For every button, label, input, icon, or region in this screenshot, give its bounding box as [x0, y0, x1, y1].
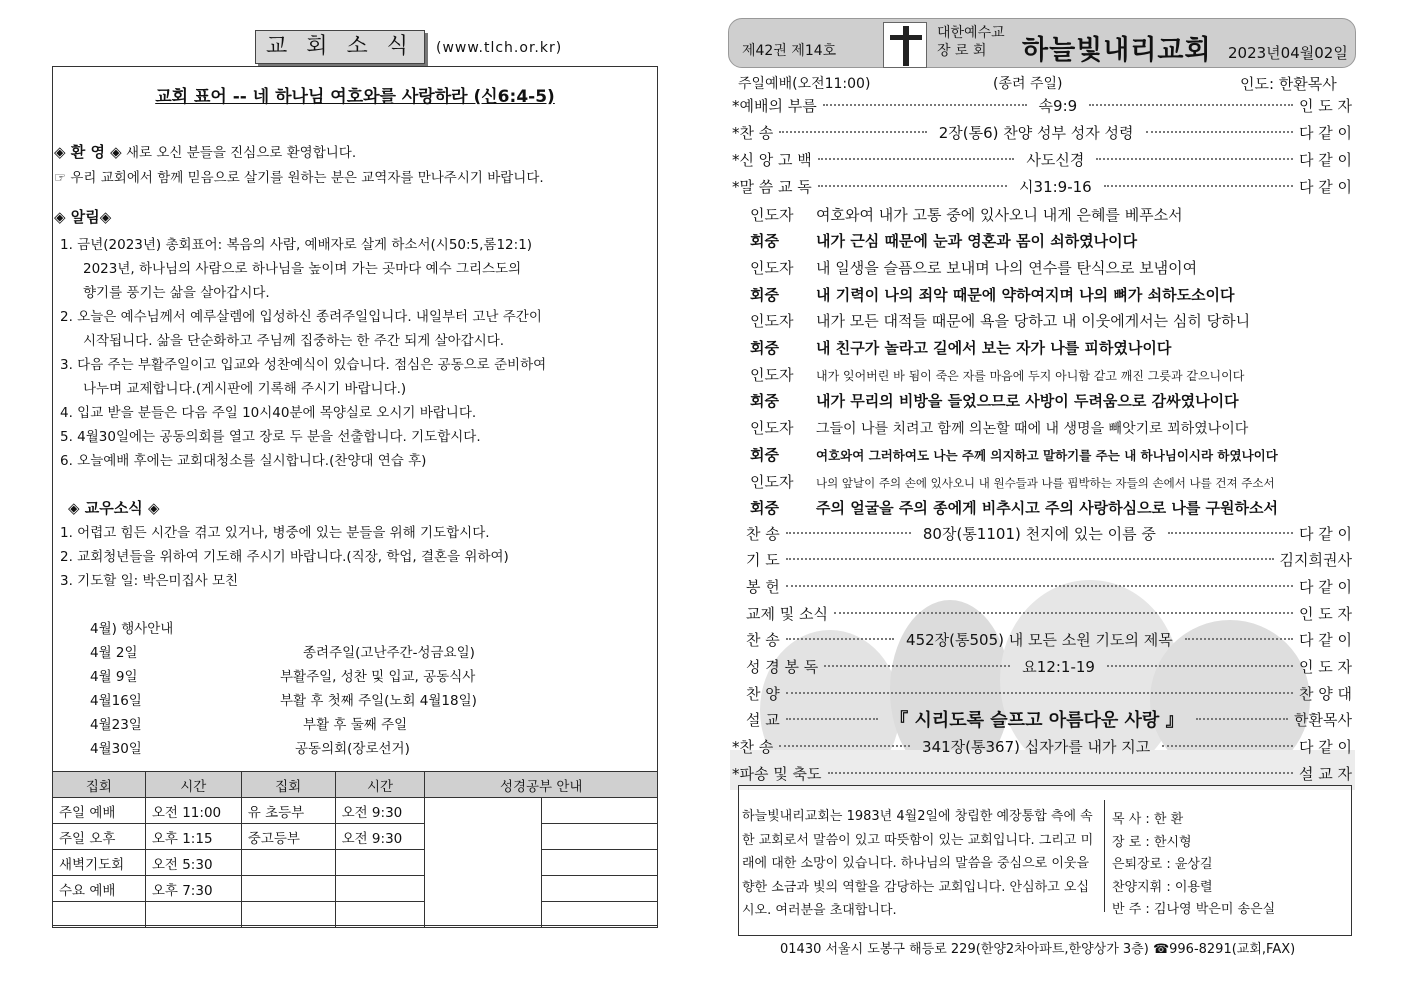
notice-item: 향기를 풍기는 삶을 살아갑시다. [83, 285, 270, 301]
order-label: 찬 양 [746, 684, 780, 703]
speaker: 회중 [750, 339, 779, 357]
bulletin-date: 2023년04월02일 [1228, 44, 1348, 62]
event-desc: 종려주일(고난주간-성금요일) [303, 645, 475, 661]
reading-text: 내 일생을 슬픔으로 보내며 나의 연수를 탄식으로 보냄이여 [816, 259, 1198, 277]
table-cell: 수요 예배 [53, 876, 146, 902]
speaker: 인도자 [750, 206, 794, 224]
table-cell [542, 850, 658, 876]
welcome-text: 새로 오신 분들을 진심으로 환영합니다. [126, 145, 357, 161]
responsive-line [750, 230, 1137, 251]
order-label: *말 씀 교 독 [732, 177, 812, 196]
events-heading: 4월) 행사안내 [90, 621, 174, 637]
responsive-line [750, 497, 1278, 518]
reading-text: 내가 근심 때문에 눈과 영혼과 몸이 쇠하였나이다 [816, 232, 1138, 250]
order-leader: 다 같 이 [1298, 177, 1352, 196]
table-cell [542, 876, 658, 902]
order-label: *찬 송 [732, 123, 774, 142]
welcome-line: ☞ 우리 교회에서 함께 믿음으로 살기를 원하는 분은 교역자를 만나주시기 바랍니다. [54, 170, 544, 186]
responsive-line [750, 284, 1235, 305]
cross-logo-icon [883, 22, 927, 68]
order-content: 341장(통367) 십자가를 내가 지고 [922, 737, 1151, 756]
responsive-line [750, 204, 1183, 225]
event-date: 4월23일 [90, 717, 142, 733]
staff-line: 은퇴장로 : 윤상길 [1112, 857, 1213, 872]
table-cell [335, 850, 425, 876]
order-leader: 김지희권사 [1279, 550, 1352, 569]
notice-item: 나누며 교제합니다.(게시판에 기록해 주시기 바랍니다.) [83, 381, 407, 397]
table-cell: 오전 11:00 [145, 798, 241, 824]
table-header: 집회 [53, 772, 146, 798]
table-cell [335, 876, 425, 902]
service-leader: 인도: 한환목사 [1240, 75, 1337, 93]
table-cell [335, 902, 425, 928]
table-header: 성경공부 안내 [425, 772, 658, 798]
order-leader: 한환목사 [1294, 710, 1353, 729]
service-title: 주일예배(오전11:00) [738, 76, 871, 92]
church-introduction: 하늘빛내리교회는 1983년 4월2일에 창립한 예장통합 측에 속한 교회로서 말씀이 있고 따뜻함이 있는 교회입니다. 그리고 미래에 대한 소망이 있습니다. 하나님의 말씀을 중심으로 이웃을 향한 소금과 빛의 역할을 감당하는 교회입니다. 안심하고 오십시오. 여러분을 초대합니다. [742, 809, 1094, 918]
order-item [746, 573, 1352, 599]
table-row [53, 876, 658, 902]
members-heading: ◈ 교우소식 ◈ [68, 499, 160, 517]
table-cell [241, 850, 335, 876]
table-header: 시간 [145, 772, 241, 798]
order-item [746, 626, 1352, 652]
reading-text: 여호와여 그러하여도 나는 주께 의지하고 말하기를 주는 내 하나님이시라 하였나이다 [816, 448, 1278, 463]
reading-text: 나의 앞날이 주의 손에 있사오니 내 원수들과 나를 핍박하는 자들의 손에서 나를 건져 주소서 [816, 476, 1275, 490]
divider [1104, 800, 1105, 912]
order-leader: 찬 양 대 [1298, 684, 1352, 703]
order-leader: 다 같 이 [1298, 123, 1352, 142]
speaker: 회중 [750, 232, 779, 250]
order-leader: 다 같 이 [1298, 737, 1352, 756]
order-leader: 인 도 자 [1298, 604, 1352, 623]
order-item [746, 653, 1352, 679]
order-label: 교제 및 소식 [746, 604, 828, 623]
order-label: 성 경 봉 독 [746, 657, 819, 676]
order-content: 속9:9 [1038, 96, 1078, 115]
event-date: 4월 9일 [90, 669, 138, 685]
order-label: *파송 및 축도 [732, 764, 822, 783]
denomination-line: 장 로 회 [937, 43, 987, 59]
table-cell: 오후 1:15 [145, 824, 241, 850]
speaker: 인도자 [750, 312, 794, 330]
order-label: *신 앙 고 백 [732, 150, 812, 169]
order-label: *찬 송 [732, 737, 774, 756]
order-item [732, 733, 1352, 759]
sermon-title: 『 시리도록 슬프고 아름다운 사랑 』 [890, 710, 1184, 731]
staff-line: 반 주 : 김나영 박은미 송은실 [1112, 902, 1276, 917]
table-cell: 새벽기도회 [53, 850, 146, 876]
order-leader: 다 같 이 [1298, 150, 1352, 169]
denomination [937, 24, 1005, 60]
order-content: 시31:9-16 [1019, 177, 1092, 196]
reading-text: 내가 무리의 비방을 들었으므로 사방이 두려움으로 감싸였나이다 [816, 392, 1239, 410]
notice-item: 2023년, 하나님의 사람으로 하나님을 높이며 가는 곳마다 예수 그리스도의 [83, 261, 522, 277]
table-cell: 오전 9:30 [335, 798, 425, 824]
members-item: 3. 기도할 일: 박은미집사 모친 [60, 573, 239, 589]
order-item [746, 706, 1352, 732]
responsive-line [750, 444, 1278, 465]
website-url: (www.tlch.or.kr) [436, 40, 563, 56]
responsive-line [750, 417, 1248, 438]
reading-text: 내가 모든 대적들 때문에 욕을 당하고 내 이웃에게서는 심히 당하니 [816, 312, 1251, 330]
order-item [732, 173, 1352, 199]
table-row [53, 850, 658, 876]
church-name: 하늘빛내리교회 [1022, 35, 1212, 66]
order-item [746, 600, 1352, 626]
responsive-line [750, 390, 1239, 411]
order-item [746, 520, 1352, 546]
table-cell: 오전 5:30 [145, 850, 241, 876]
notice-item: 6. 오늘예배 후에는 교회대청소를 실시합니다.(찬양대 연습 후) [60, 453, 427, 469]
table-cell: 오후 7:30 [145, 876, 241, 902]
order-leader: 인 도 자 [1298, 657, 1352, 676]
table-cell [542, 798, 658, 824]
notice-item: 3. 다음 주는 부활주일이고 입교와 성찬예식이 있습니다. 점심은 공동으로 준비하여 [60, 357, 547, 373]
left-page-title: 교 회 소 식 [255, 30, 425, 64]
table-cell: 오전 9:30 [335, 824, 425, 850]
event-desc: 부활 후 둘째 주일 [303, 717, 408, 733]
order-label: 설 교 [746, 710, 780, 729]
denomination-line: 대한예수교 [937, 25, 1005, 41]
event-desc: 공동의회(장로선거) [295, 741, 410, 757]
order-leader: 인 도 자 [1298, 96, 1352, 115]
notice-item: 시작됩니다. 삶을 단순화하고 주님께 집중하는 한 주간 되게 살아갑시다. [83, 333, 505, 349]
welcome-heading: ◈ 환 영 ◈ [54, 143, 122, 161]
order-item [732, 119, 1352, 145]
address-footer: 01430 서울시 도봉구 해등로 229(한양2차아파트,한양상가 3층) ☎996-8291(교회,FAX) [780, 942, 1296, 957]
event-date: 4월30일 [90, 741, 142, 757]
order-content: 80장(통1101) 천지에 있는 이름 중 [922, 524, 1156, 543]
table-cell [145, 902, 241, 928]
table-row [53, 798, 658, 824]
event-desc: 부활주일, 성찬 및 입교, 공동식사 [280, 669, 476, 685]
order-content: 요12:1-19 [1022, 657, 1095, 676]
order-content: 2장(통6) 찬양 성부 성자 성령 [938, 123, 1134, 142]
reading-text: 내 친구가 놀라고 길에서 보는 자가 나를 피하였나이다 [816, 339, 1172, 357]
speaker: 인도자 [750, 259, 794, 277]
table-row [53, 824, 658, 850]
table-cell [53, 902, 146, 928]
table-cell: 주일 오후 [53, 824, 146, 850]
notice-item: 4. 입교 받을 분들은 다음 주일 10시40분에 목양실로 오시기 바랍니다. [60, 405, 477, 421]
staff-line: 장 로 : 한시형 [1112, 835, 1192, 850]
reading-text: 여호와여 내가 고통 중에 있사오니 내게 은혜를 베푸소서 [816, 206, 1183, 224]
notice-item: 2. 오늘은 예수님께서 예루살렘에 입성하신 종려주일입니다. 내일부터 고난 주간이 [60, 309, 542, 325]
speaker: 인도자 [750, 366, 794, 384]
order-content: 사도신경 [1026, 150, 1085, 169]
order-leader: 설 교 자 [1298, 764, 1352, 783]
order-label: 기 도 [746, 550, 780, 569]
responsive-line [750, 257, 1197, 278]
order-item [746, 680, 1352, 706]
notice-item: 1. 금년(2023년) 총회표어: 복음의 사람, 예배자로 살게 하소서(시50:5,롬12:1) [60, 237, 533, 253]
speaker: 회중 [750, 286, 779, 304]
volume-number: 제42권 제14호 [742, 43, 837, 59]
order-item [746, 546, 1352, 572]
order-label: 봉 헌 [746, 577, 780, 596]
event-desc: 부활 후 첫째 주일(노회 4월18일) [280, 693, 477, 709]
members-item: 2. 교회청년들을 위하여 기도해 주시기 바랍니다.(직장, 학업, 결혼을 위하여) [60, 549, 509, 565]
table-cell: 주일 예배 [53, 798, 146, 824]
speaker: 인도자 [750, 419, 794, 437]
table-cell [241, 902, 335, 928]
order-item [732, 92, 1352, 118]
staff-line: 찬양지휘 : 이용렬 [1112, 880, 1213, 895]
welcome-section [54, 141, 356, 162]
reading-text: 그들이 나를 치려고 함께 의논할 때에 내 생명을 빼앗기로 꾀하였나이다 [816, 421, 1249, 437]
order-label: *예배의 부름 [732, 96, 817, 115]
table-cell: 유 초등부 [241, 798, 335, 824]
table-header: 시간 [335, 772, 425, 798]
speaker: 인도자 [750, 473, 794, 491]
order-leader: 다 같 이 [1298, 577, 1352, 596]
responsive-line [750, 364, 1244, 385]
responsive-line [750, 337, 1171, 358]
table-cell: 중고등부 [241, 824, 335, 850]
order-label: 찬 송 [746, 630, 780, 649]
order-leader: 다 같 이 [1298, 524, 1352, 543]
members-item: 1. 어렵고 힘든 시간을 겪고 있거나, 병중에 있는 분들을 위해 기도합시다. [60, 525, 490, 541]
event-date: 4월 2일 [90, 645, 138, 661]
speaker: 회중 [750, 446, 779, 464]
event-date: 4월16일 [90, 693, 142, 709]
responsive-line [750, 471, 1275, 492]
order-item [732, 146, 1352, 172]
notice-item: 5. 4월30일에는 공동의회를 열고 장로 두 분을 선출합니다. 기도합시다. [60, 429, 481, 445]
bible-study-cell [425, 798, 542, 928]
service-subtitle: (종려 주일) [993, 76, 1063, 92]
table-cell [542, 902, 658, 928]
order-leader: 다 같 이 [1299, 630, 1353, 649]
table-cell [542, 824, 658, 850]
responsive-line [750, 310, 1250, 331]
table-row [53, 902, 658, 928]
table-header: 집회 [241, 772, 335, 798]
table-cell [241, 876, 335, 902]
reading-text: 주의 얼굴을 주의 종에게 비추시고 주의 사랑하심으로 나를 구원하소서 [816, 499, 1278, 517]
order-item [732, 760, 1352, 786]
church-motto: 교회 표어 -- 네 하나님 여호와를 사랑하라 (신6:4-5) [155, 87, 555, 107]
reading-text: 내 기력이 나의 죄악 때문에 약하여지며 나의 뼈가 쇠하도소이다 [816, 286, 1235, 304]
order-label: 찬 송 [746, 524, 780, 543]
order-content: 452장(통505) 내 모든 소원 기도의 제목 [906, 630, 1173, 649]
schedule-table [52, 771, 658, 928]
reading-text: 내가 잊어버린 바 됨이 죽은 자를 마음에 두지 아니함 같고 깨진 그릇과 같으니이다 [816, 369, 1245, 383]
table-header-row [53, 772, 658, 798]
notice-heading: ◈ 알림◈ [54, 208, 112, 226]
staff-line: 목 사 : 한 환 [1112, 812, 1184, 827]
speaker: 회중 [750, 499, 779, 517]
speaker: 회중 [750, 392, 779, 410]
